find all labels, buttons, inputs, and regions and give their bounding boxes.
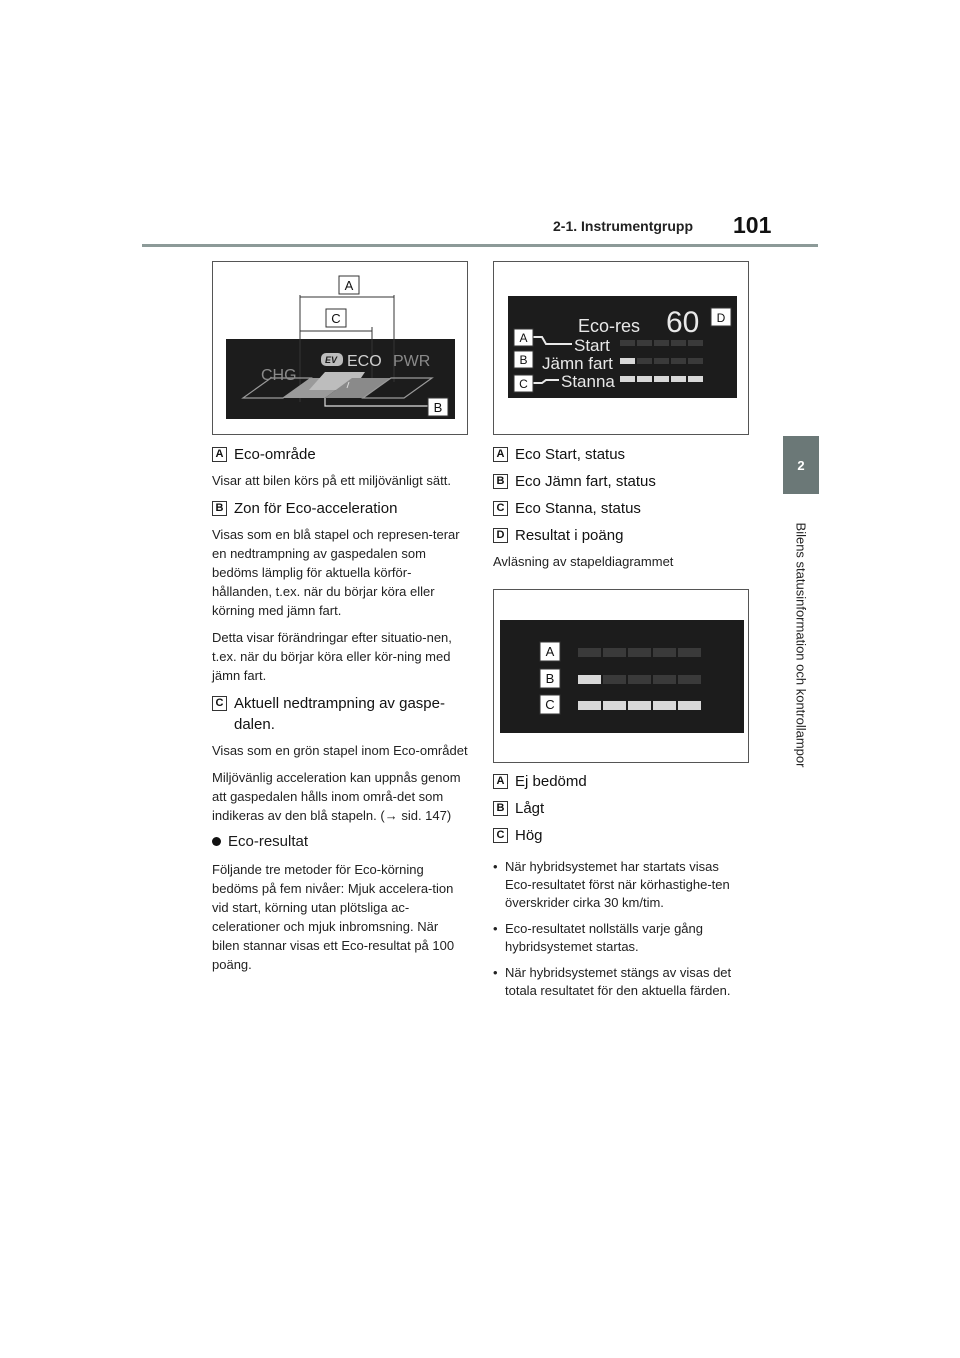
callout-a: A <box>519 331 528 345</box>
callout-b: B <box>545 671 555 686</box>
pedal-desc-2: Miljövänlig acceleration kan uppnås genom att gaspedalen hålls inom områ-det som indikeras av den blå stapeln. (→ sid. 147) <box>212 770 461 823</box>
callout-b: B <box>519 353 528 367</box>
item-eco-area: A Eco-område <box>212 444 468 465</box>
pedal-desc-1: Visas som en grön stapel inom Eco-området <box>212 743 468 758</box>
item-eco-stanna: C Eco Stanna, status <box>493 498 749 519</box>
eco-result-heading: Eco-resultat <box>212 833 468 850</box>
callout-c: C <box>519 377 528 391</box>
badge-c: C <box>493 828 508 843</box>
item-high: C Hög <box>493 825 749 846</box>
chg-label: CHG <box>261 367 297 384</box>
callout-a: A <box>344 278 354 293</box>
item-score: D Resultat i poäng <box>493 525 749 546</box>
eco-indicator-illustration <box>213 262 469 436</box>
svg-text:EV: EV <box>325 355 338 365</box>
eco-acceleration-desc-1: Visas som en blå stapel och represen-terar en nedtrampning av gaspedalen som bedöms lämplig för aktuella körför-hållanden, t.ex. när du börjar köra eller körning med jämn fart. <box>212 527 460 618</box>
row-start-label: Start <box>574 336 610 355</box>
bars-stanna <box>620 376 703 382</box>
eco-area-desc: Visar att bilen körs på ett miljövänligt sätt. <box>212 473 451 488</box>
item-not-rated: A Ej bedömd <box>493 771 749 792</box>
eco-acceleration-desc-2: Detta visar förändringar efter situatio-nen, t.ex. när du börjar köra eller kör-ning med jämn fart. <box>212 630 452 683</box>
callout-a: A <box>545 644 555 659</box>
callout-c: C <box>545 697 555 712</box>
item-eco-jamn-fart: B Eco Jämn fart, status <box>493 471 749 492</box>
eco-score: 60 <box>666 306 700 339</box>
badge-b: B <box>212 501 227 516</box>
badge-b: B <box>493 801 508 816</box>
eco-result-illustration <box>494 262 750 436</box>
badge-a: A <box>212 447 227 462</box>
header-rule <box>142 244 818 247</box>
note-1: • När hybridsystemet har startats visas Eco-resultatet först när körhastighe-ten överskrider cirka 30 km/tim. <box>493 859 730 910</box>
eco-label: ECO <box>347 353 382 370</box>
right-column-bottom <box>493 771 749 1008</box>
callout-c: C <box>331 311 341 326</box>
bars-high <box>578 701 701 710</box>
bullet-icon <box>212 837 221 846</box>
callout-b: B <box>433 400 443 415</box>
row-stanna-label: Stanna <box>561 372 615 391</box>
section-title: 2-1. Instrumentgrupp <box>553 218 694 234</box>
bars-not-rated <box>578 648 701 657</box>
left-column <box>212 444 468 982</box>
item-eco-acceleration: B Zon för Eco-acceleration <box>212 498 468 519</box>
row-jamn-fart-label: Jämn fart <box>542 354 613 373</box>
item-low: B Lågt <box>493 798 749 819</box>
bars-low <box>578 675 701 684</box>
eco-result-figure <box>493 261 749 435</box>
note-2: • Eco-resultatet nollställs varje gång hybridsystemet startas. <box>493 921 703 954</box>
pwr-label: PWR <box>393 353 431 370</box>
right-column-top <box>493 444 749 579</box>
bars-start <box>620 340 703 346</box>
badge-c: C <box>212 696 227 711</box>
callout-d: D <box>716 311 726 325</box>
eco-result-desc: Följande tre metoder för Eco-körning bedöms på fem nivåer: Mjuk accelera-tion vid start, körning utan plötsliga ac-celerationer och mjuk inbromsning. När bilen stannar visas ett Eco-resultat på 100 poäng. <box>212 862 455 972</box>
item-pedal: C Aktuell nedtrampning av gaspe-dalen. <box>212 693 468 735</box>
badge-c: C <box>493 501 508 516</box>
note-3: • När hybridsystemet stängs av visas det totala resultatet för den aktuella färden. <box>493 965 732 998</box>
chart-caption: Avläsning av stapeldiagrammet <box>493 554 674 569</box>
badge-a: A <box>493 774 508 789</box>
bars-jamn-fart <box>620 358 703 364</box>
badge-b: B <box>493 474 508 489</box>
item-eco-start: A Eco Start, status <box>493 444 749 465</box>
eco-indicator-figure <box>212 261 468 435</box>
page-number: 101 <box>733 212 772 238</box>
chapter-number: 2 <box>797 458 805 473</box>
eco-res-title: Eco-res <box>578 316 641 336</box>
bar-reading-illustration <box>494 590 750 764</box>
badge-d: D <box>493 528 508 543</box>
badge-a: A <box>493 447 508 462</box>
bar-reading-figure <box>493 589 749 763</box>
